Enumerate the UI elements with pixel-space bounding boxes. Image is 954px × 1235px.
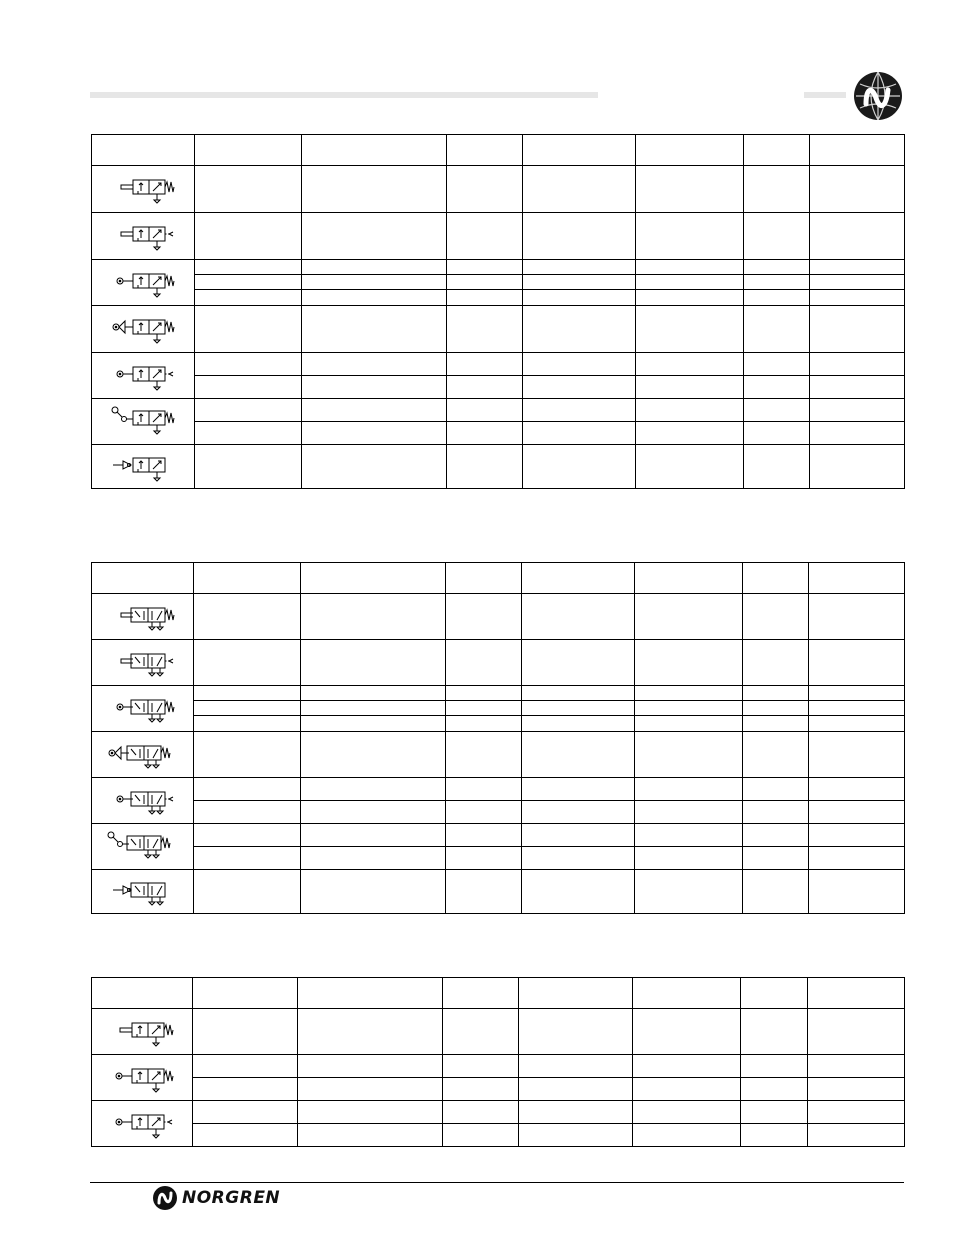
guarded-roller-spring-32-icon: [92, 306, 195, 353]
roller-pilot-32-icon: [92, 353, 195, 399]
table-row: [92, 1055, 905, 1078]
table-row: [92, 824, 905, 847]
header-rule: [90, 92, 598, 98]
table-row: [92, 213, 905, 260]
roller-pilot-52-icon: [92, 778, 194, 824]
roller-lever-spring-32-icon: [92, 399, 195, 445]
table-row: [92, 260, 905, 275]
brand-name: NORGREN: [182, 1188, 281, 1208]
table-row: [92, 1009, 905, 1055]
table-row: [92, 445, 905, 489]
roller-pilot-32b-icon: [92, 1101, 193, 1147]
plunger-spring-32b-icon: [92, 1009, 193, 1055]
table-row: [92, 166, 905, 213]
table-row: [92, 1101, 905, 1124]
pushbutton-detent-32-icon: [92, 445, 195, 489]
norgren-logo: [152, 1185, 280, 1211]
footer-rule: [90, 1182, 904, 1183]
table-header-row: [92, 135, 905, 166]
plunger-pilot-32-icon: [92, 213, 195, 260]
roller-lever-spring-52-icon: [92, 824, 194, 870]
table-row: [92, 306, 905, 353]
table-header-row: [92, 978, 905, 1009]
globe-logo-icon: [852, 70, 904, 122]
table-row: [92, 778, 905, 801]
table-row: [92, 399, 905, 422]
guarded-roller-spring-52-icon: [92, 732, 194, 778]
table-row: [92, 640, 905, 686]
plunger-spring-32-icon: [92, 166, 195, 213]
header-rule-short: [804, 92, 846, 98]
valve-table-1: [91, 134, 905, 489]
valve-table-3: [91, 977, 905, 1147]
roller-spring-52-icon: [92, 686, 194, 732]
roller-spring-32b-icon: [92, 1055, 193, 1101]
table-row: [92, 594, 905, 640]
roller-spring-32-icon: [92, 260, 195, 306]
table-row: [92, 732, 905, 778]
valve-table-2: [91, 562, 905, 914]
plunger-spring-52-icon: [92, 594, 194, 640]
plunger-pilot-52-icon: [92, 640, 194, 686]
pushbutton-detent-52-icon: [92, 870, 194, 914]
table-row: [92, 870, 905, 914]
norgren-mark-icon: [152, 1185, 178, 1211]
table-row: [92, 353, 905, 376]
table-row: [92, 686, 905, 701]
table-header-row: [92, 563, 905, 594]
